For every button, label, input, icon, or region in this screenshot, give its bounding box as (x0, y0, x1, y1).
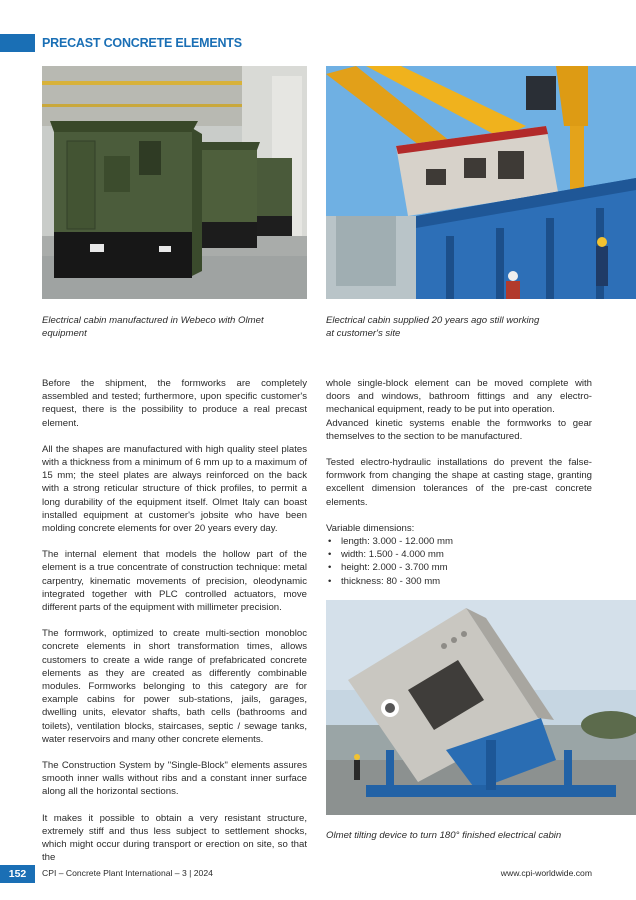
body-paragraph: It makes it possible to obtain a very resistant structure, extremely stiff and thus less subject to settlement shocks, which might occur during transport or erection on site, so that the (42, 812, 307, 864)
photo3-caption: Olmet tilting device to turn 180° finished electrical cabin (326, 830, 562, 841)
page-number: 152 (0, 865, 35, 883)
list-item: • height: 2.000 - 3.700 mm (341, 561, 592, 574)
left-text-column (42, 377, 307, 865)
photo2-caption-line2: at customer's site (326, 328, 401, 339)
website-link[interactable]: www.cpi-worldwide.com (500, 868, 592, 878)
photo-electrical-cabins-factory (42, 66, 307, 299)
list-item: • thickness: 80 - 300 mm (341, 575, 592, 588)
body-paragraph: The internal element that models the hollow part of the element is a true concentrate of construction technique: metal carpentry, kinematic movements of precision, oleodynamic integrated together with PLC controlled actuators, move different parts of the equipment with millimeter precision. (42, 549, 307, 614)
body-paragraph: The formwork, optimized to create multi-section monobloc concrete elements in short transformation times, allows customers to create a wide range of prefabricated concrete elements as they are created as differently combinable modules. Formworks belonging to this category are for example cabins for power sub-stations, jails, garages, dwelling units, elevator shafts, bath cells (bathrooms and toilets), ventilation blocks, staircases, septic / sewage tanks, water reservoirs and many other concrete elements. (42, 628, 307, 745)
body-paragraph: whole single-block element can be moved complete with doors and windows, bathroom fittings and any electro-mechanical equipment, ready to be put into operation. (326, 378, 592, 416)
right-text-column (326, 377, 592, 588)
photo1-caption: Electrical cabin manufactured in Webeco with Olmet equipment (42, 315, 264, 339)
body-paragraph: Before the shipment, the formworks are completely assembled and tested; furthermore, upon specific customer's request, there is the possibility to produce a real precast element. (42, 378, 307, 429)
body-paragraph: All the shapes are manufactured with high quality steel plates with a thickness from a minimum of 6 mm up to a maximum of 15 mm; the steel plates are always reinforced on the back with a strong reticular structure of thick profiles, to permit a long durability of the equipment itself. Olmet Italy can boast installed equipment at customer's jobsite who have been molding concrete elements for over 20 years every day. (42, 443, 307, 535)
section-title: PRECAST CONCRETE ELEMENTS (42, 36, 242, 50)
dimensions-list (326, 535, 592, 588)
photo2-caption (326, 314, 616, 340)
body-paragraph: Tested electro-hydraulic installations do prevent the false-formwork from changing the shape at casting stage, granting excellent dimension tolerances of the pre-cast concrete elements. (326, 457, 592, 508)
list-item: • length: 3.000 - 12.000 mm (341, 535, 592, 548)
photo-cabin-crane-lift (326, 66, 636, 299)
photo2-caption-line1: Electrical cabin supplied 20 years ago still working (326, 315, 540, 326)
body-paragraph: Advanced kinetic systems enable the formworks to gear themselves to the section to be manufactured. (326, 417, 592, 442)
dimensions-heading: Variable dimensions: (326, 522, 415, 534)
page-footer (0, 865, 636, 883)
publication-info: CPI – Concrete Plant International – 3 | 2024 (42, 868, 213, 878)
body-paragraph: The Construction System by "Single-Block" elements assures smooth inner walls without ribs and a constant inner surface along all the horizontal sections. (42, 760, 307, 798)
list-item: • width: 1.500 - 4.000 mm (341, 548, 592, 561)
header-accent-bar (0, 34, 35, 52)
photo-tilting-device (326, 600, 636, 815)
